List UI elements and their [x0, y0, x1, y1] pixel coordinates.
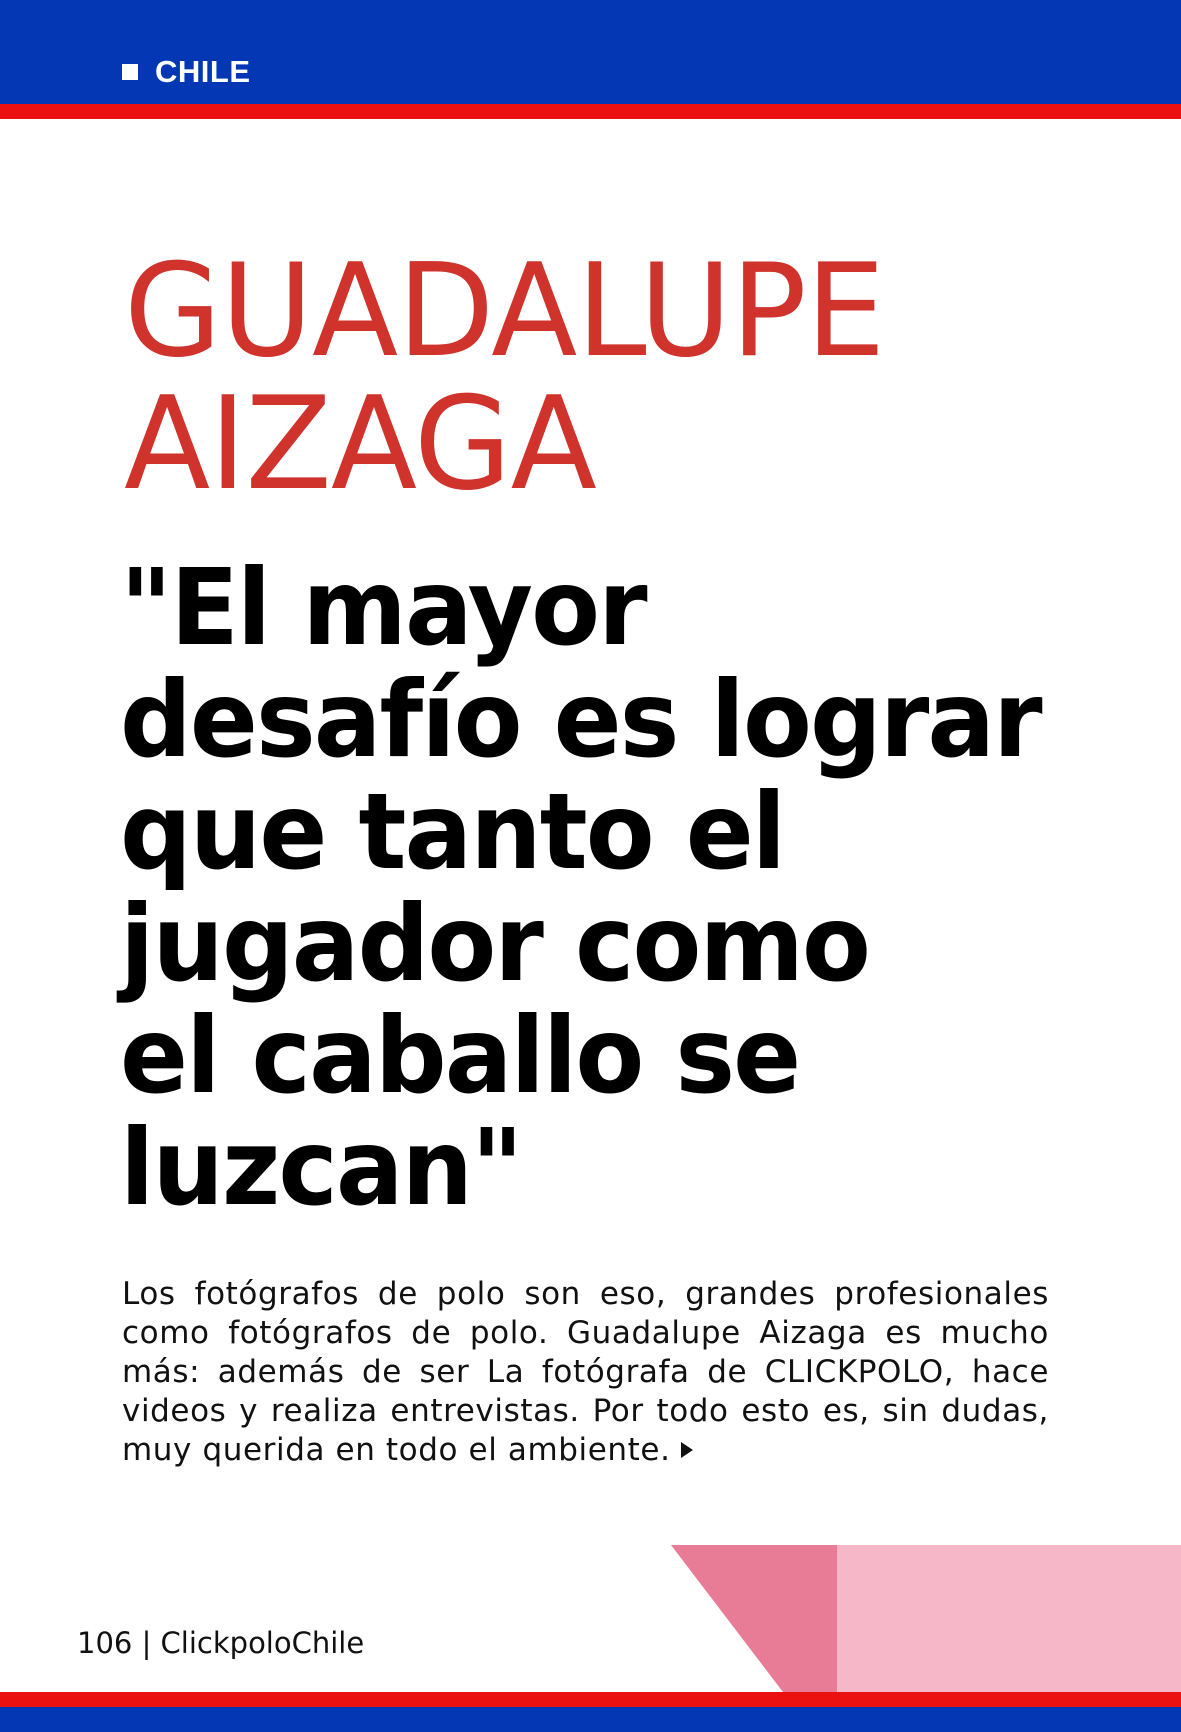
headline-line: jugador como — [120, 883, 870, 1005]
headline-line: el caballo se — [120, 995, 800, 1117]
light-pink-panel — [837, 1545, 1181, 1692]
intro-text: Los fotógrafos de polo son eso, grandes profesionales como fotógrafos de polo. Guadalupe Aizaga es mucho más: además de ser La fotógrafa de CLICKPOLO, hace videos y realiza entrevistas. Por todo esto es, sin dudas, muy querida en todo el ambiente. — [122, 1276, 1049, 1468]
subject-name-line: AIZAGA — [124, 370, 596, 519]
dark-pink-triangle — [671, 1545, 837, 1692]
headline-line: "El mayor — [120, 547, 646, 669]
headline-line: desafío es lograr — [120, 659, 1041, 781]
bottom-blue-band — [0, 1707, 1181, 1732]
headline-line: que tanto el — [120, 771, 785, 893]
headline-line: luzcan" — [120, 1107, 522, 1229]
section-label: CHILE — [155, 54, 251, 89]
page-folio: 106 | ClickpoloChile — [77, 1626, 365, 1660]
bottom-red-stripe — [0, 1692, 1181, 1707]
subject-name-line: GUADALUPE — [124, 237, 885, 386]
